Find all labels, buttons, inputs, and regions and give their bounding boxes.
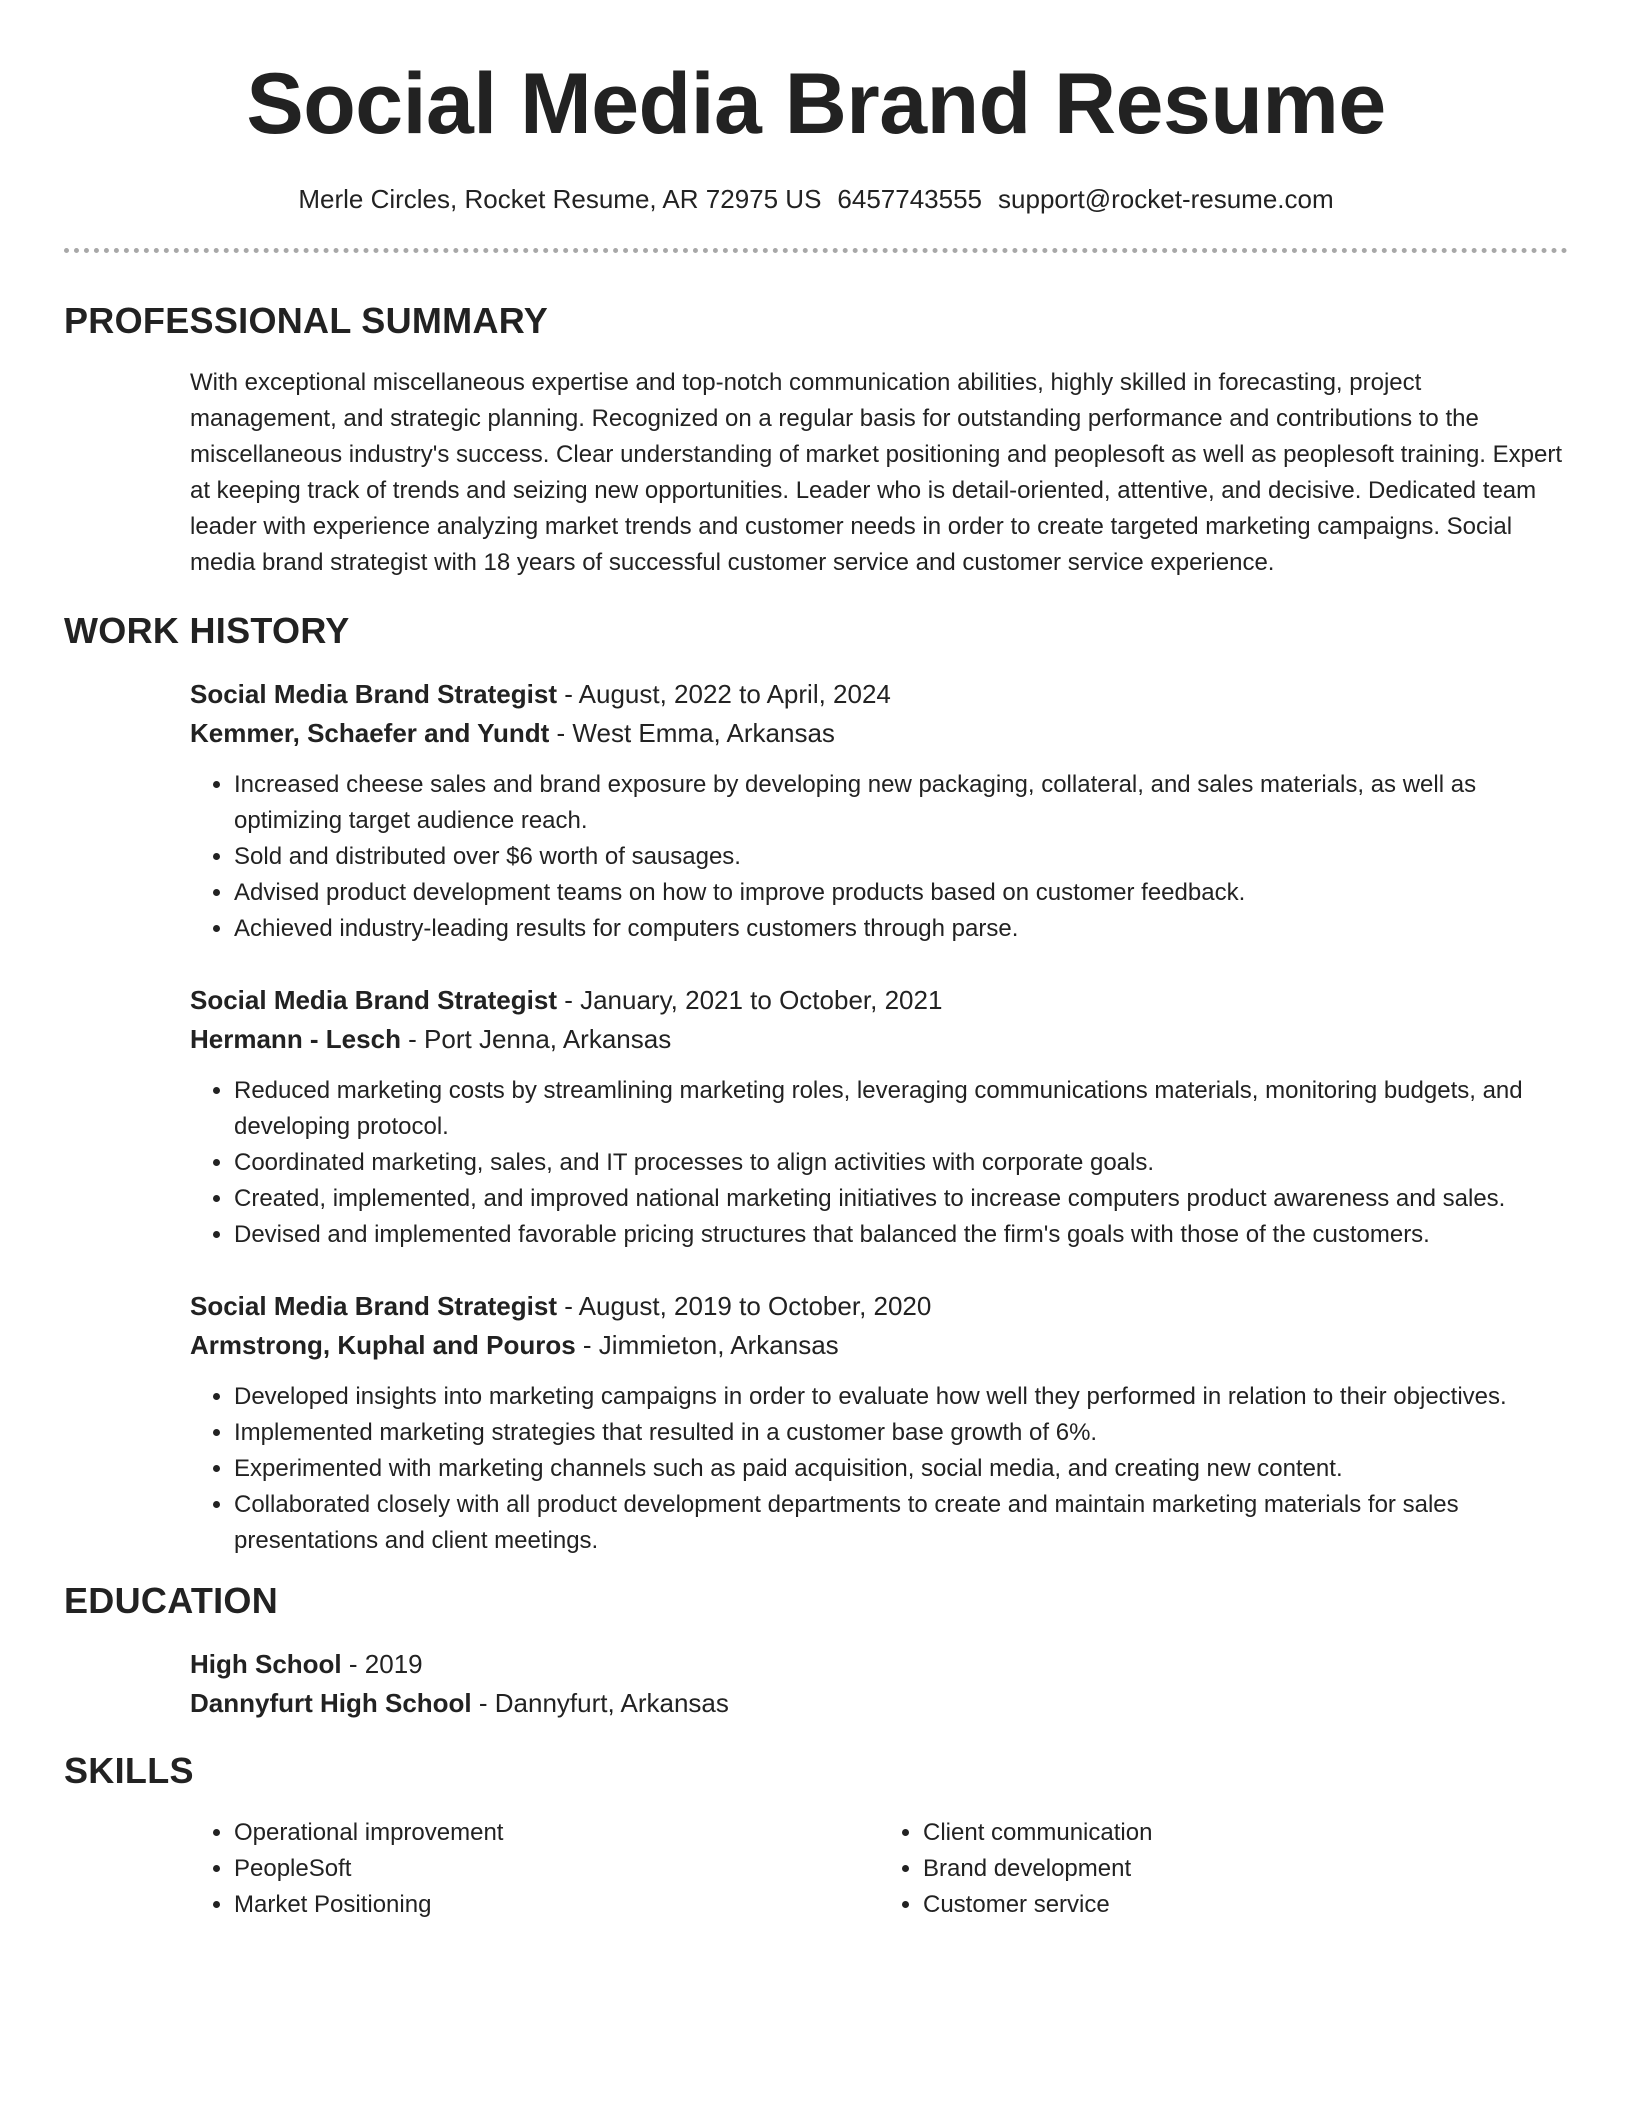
- education-year: - 2019: [341, 1649, 423, 1679]
- skills-list-left: [190, 1815, 879, 1923]
- resume-header: [64, 0, 1568, 216]
- job-bullet: • Collaborated closely with all product development departments to create and maintain marketing materials for sales presentations and client meetings.: [234, 1487, 1568, 1559]
- education-school-line: [190, 1684, 1568, 1723]
- job-role-line: [190, 981, 1568, 1020]
- job-bullets: [190, 767, 1568, 947]
- job-role: Social Media Brand Strategist: [190, 1291, 557, 1321]
- job-bullet: • Advised product development teams on how to improve products based on customer feedback.: [234, 875, 1568, 911]
- skill-item: • PeopleSoft: [234, 1851, 879, 1887]
- skill-item: • Operational improvement: [234, 1815, 879, 1851]
- contact-email: support@rocket-resume.com: [998, 184, 1334, 214]
- job-bullet: • Achieved industry-leading results for computers customers through parse.: [234, 911, 1568, 947]
- education-degree: High School: [190, 1649, 342, 1679]
- job-bullets: [190, 1073, 1568, 1253]
- job-bullets: [190, 1379, 1568, 1559]
- job-role-line: [190, 675, 1568, 714]
- job-entry: [190, 981, 1568, 1253]
- job-role: Social Media Brand Strategist: [190, 985, 557, 1015]
- job-role-line: [190, 1287, 1568, 1326]
- education-school: Dannyfurt High School: [190, 1688, 472, 1718]
- skills-grid: [190, 1815, 1568, 1923]
- job-company-line: [190, 1326, 1568, 1365]
- job-dates: - August, 2019 to October, 2020: [556, 1291, 932, 1321]
- skill-item: • Client communication: [923, 1815, 1568, 1851]
- skill-item: • Market Positioning: [234, 1887, 879, 1923]
- job-dates: - January, 2021 to October, 2021: [556, 985, 943, 1015]
- education-entry: [190, 1645, 1568, 1723]
- summary-heading: PROFESSIONAL SUMMARY: [64, 300, 549, 341]
- job-dates: - August, 2022 to April, 2024: [556, 679, 891, 709]
- education-location: - Dannyfurt, Arkansas: [471, 1688, 729, 1718]
- job-bullet: • Devised and implemented favorable pricing structures that balanced the firm's goals with those of the customers.: [234, 1217, 1568, 1253]
- contact-phone: 6457743555: [837, 184, 983, 214]
- header-divider: [64, 248, 1568, 253]
- education-degree-line: [190, 1645, 1568, 1684]
- education-heading: EDUCATION: [64, 1580, 279, 1621]
- job-bullet: • Developed insights into marketing campaigns in order to evaluate how well they performed in relation to their objectives.: [234, 1379, 1568, 1415]
- job-bullet: • Implemented marketing strategies that resulted in a customer base growth of 6%.: [234, 1415, 1568, 1451]
- resume-page: [64, 0, 1568, 1923]
- job-location: - Jimmieton, Arkansas: [575, 1330, 839, 1360]
- job-entry: [190, 1287, 1568, 1559]
- job-bullet: • Increased cheese sales and brand exposure by developing new packaging, collateral, and sales materials, as well as optimizing target audience reach.: [234, 767, 1568, 839]
- skill-item: • Customer service: [923, 1887, 1568, 1923]
- job-location: - West Emma, Arkansas: [549, 718, 835, 748]
- job-company-line: [190, 714, 1568, 753]
- job-company: Hermann - Lesch: [190, 1024, 401, 1054]
- summary-text: With exceptional miscellaneous expertise and top-notch communication abilities, highly skilled in forecasting, project management, and strategic planning. Recognized on a regular basis for outstanding performance and contributions to the miscellaneous industry's success. Clear understanding of market positioning and peoplesoft as well as peoplesoft training. Expert at keeping track of trends and seizing new opportunities. Leader who is detail-oriented, attentive, and decisive. Dedicated team leader with experience analyzing market trends and customer needs in order to create targeted marketing campaigns. Social media brand strategist with 18 years of successful customer service and customer service experience.: [190, 369, 1562, 576]
- job-bullet: • Sold and distributed over $6 worth of sausages.: [234, 839, 1568, 875]
- contact-address: Merle Circles, Rocket Resume, AR 72975 US: [298, 184, 822, 214]
- skill-item: • Brand development: [923, 1851, 1568, 1887]
- work-history-heading: WORK HISTORY: [64, 610, 350, 651]
- job-bullet: • Experimented with marketing channels such as paid acquisition, social media, and creating new content.: [234, 1451, 1568, 1487]
- job-bullet: • Coordinated marketing, sales, and IT processes to align activities with corporate goals.: [234, 1145, 1568, 1181]
- job-entry: [190, 675, 1568, 947]
- skills-list-right: [879, 1815, 1568, 1923]
- job-bullet: • Created, implemented, and improved national marketing initiatives to increase computers product awareness and sales.: [234, 1181, 1568, 1217]
- job-company: Kemmer, Schaefer and Yundt: [190, 718, 550, 748]
- skills-heading: SKILLS: [64, 1750, 194, 1791]
- job-location: - Port Jenna, Arkansas: [400, 1024, 672, 1054]
- job-role: Social Media Brand Strategist: [190, 679, 557, 709]
- job-bullet: • Reduced marketing costs by streamlining marketing roles, leveraging communications materials, monitoring budgets, and developing protocol.: [234, 1073, 1568, 1145]
- job-company-line: [190, 1020, 1568, 1059]
- resume-title: Social Media Brand Resume: [246, 56, 1386, 152]
- job-company: Armstrong, Kuphal and Pouros: [190, 1330, 576, 1360]
- contact-line: [64, 182, 1568, 216]
